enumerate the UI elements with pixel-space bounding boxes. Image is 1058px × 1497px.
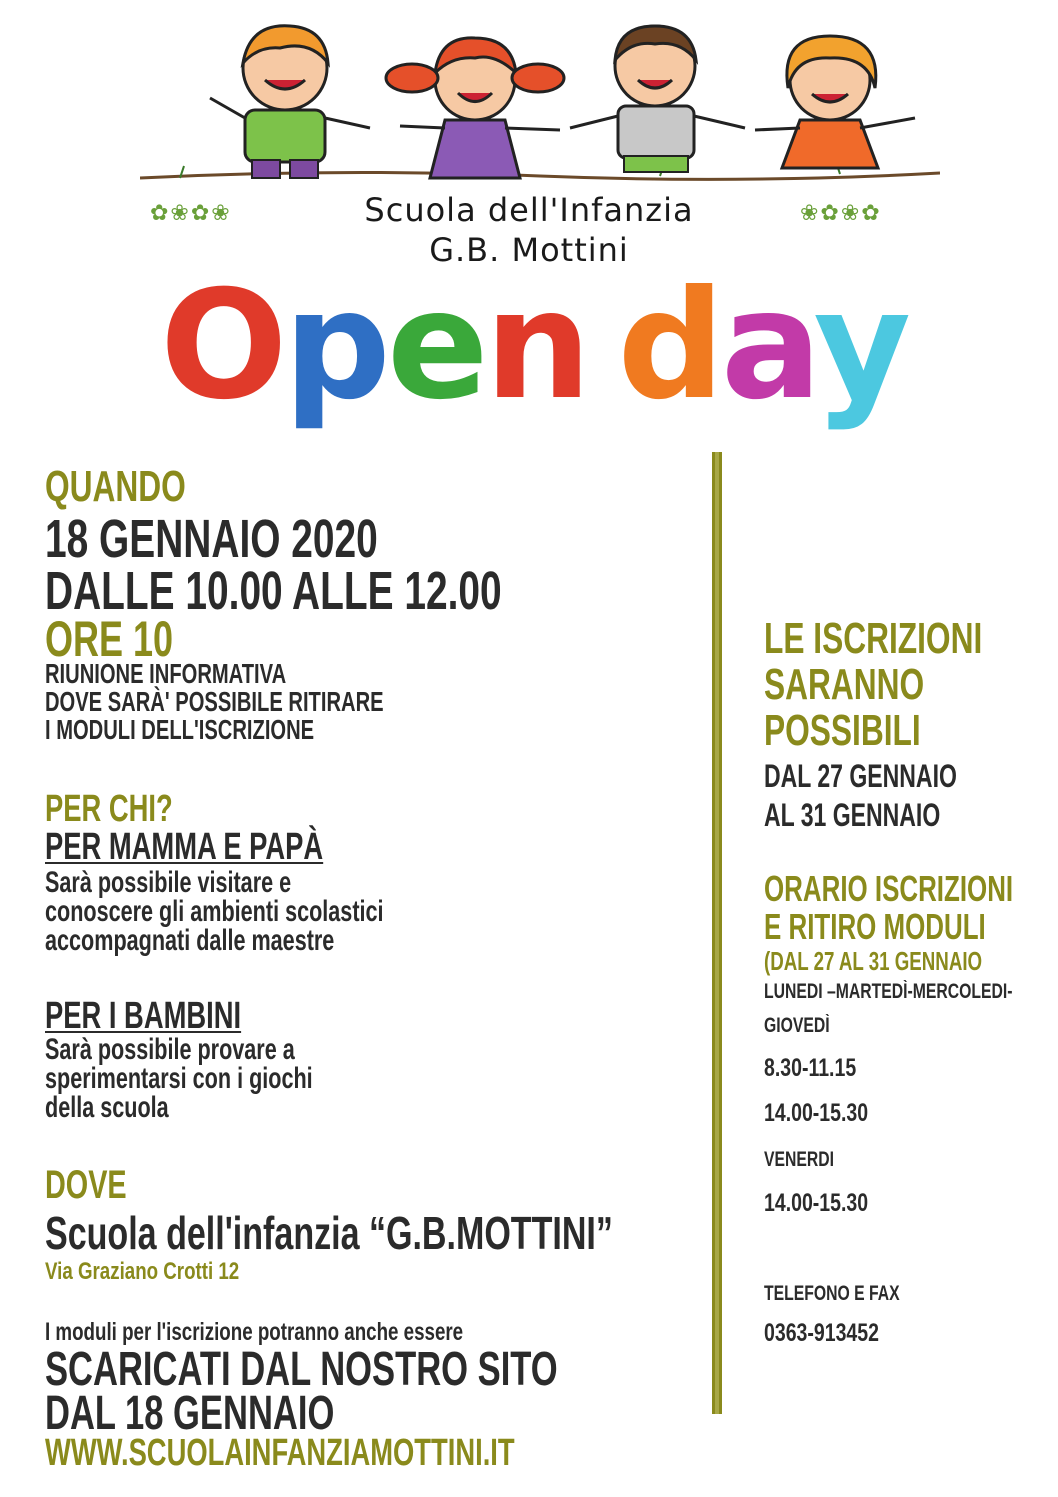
school-name: [0, 190, 1058, 270]
phone-label: TELEFONO E FAX: [764, 1282, 900, 1305]
children-heading: PER I BAMBINI: [45, 995, 242, 1037]
event-time-range: DALLE 10.00 ALLE 12.00: [45, 561, 502, 621]
enrollment-heading: [764, 616, 982, 754]
enrollment-heading-line-1: LE ISCRIZIONI: [764, 614, 983, 663]
parents-heading: PER MAMMA E PAPÀ: [45, 826, 324, 868]
meeting-line-2: DOVE SARÀ' POSSIBILE RITIRARE: [45, 686, 384, 717]
parents-line-3: accompagnati dalle maestre: [45, 924, 335, 957]
parents-line-1: Sarà possibile visitare e: [45, 866, 292, 899]
where-label: DOVE: [45, 1163, 127, 1207]
kid-boy-green: [210, 26, 370, 178]
hours-heading: [764, 870, 1013, 946]
column-divider: [712, 452, 722, 1414]
hours-heading-line-1: ORARIO ISCRIZIONI: [764, 868, 1014, 909]
when-label: QUANDO: [45, 462, 186, 511]
children-line-3: della scuola: [45, 1091, 169, 1124]
days-line-1: LUNEDI –MARTEDÌ-MERCOLEDI-: [764, 980, 1013, 1003]
hours-range: (DAL 27 AL 31 GENNAIO: [764, 946, 983, 976]
hours-heading-line-2: E RITIRO MODULI: [764, 906, 986, 947]
event-date: 18 GENNAIO 2020: [45, 509, 378, 569]
children-illustration: [140, 18, 940, 218]
enrollment-to: AL 31 GENNAIO: [764, 797, 941, 833]
ore-label: ORE 10: [45, 611, 174, 667]
children-line-1: Sarà possibile provare a: [45, 1033, 295, 1066]
kid-girl-orange: [755, 36, 915, 168]
enrollment-heading-line-3: POSSIBILI: [764, 706, 921, 755]
open-day-logo: [160, 262, 920, 437]
meeting-info: [45, 660, 384, 744]
kid-girl-purple: [386, 38, 564, 178]
flower-decoration-right: ❀✿❀✿: [800, 200, 882, 225]
download-intro: I moduli per l'iscrizione potranno anche essere: [45, 1318, 464, 1346]
download-line-1: SCARICATI DAL NOSTRO SITO: [45, 1343, 558, 1396]
parents-description: [45, 868, 384, 955]
school-name-line2: G.B. Mottini: [429, 231, 629, 269]
time-slot-1: 8.30-11.15: [764, 1054, 857, 1082]
school-name-line1: Scuola dell'Infanzia: [364, 191, 694, 229]
school-address: Via Graziano Crotti 12: [45, 1258, 240, 1285]
parents-line-2: conoscere gli ambienti scolastici: [45, 895, 384, 928]
enrollment-heading-line-2: SARANNO: [764, 660, 925, 709]
children-description: [45, 1035, 313, 1122]
enrollment-from: DAL 27 GENNAIO: [764, 758, 957, 794]
download-line-2: DAL 18 GENNAIO: [45, 1387, 335, 1440]
meeting-line-1: RIUNIONE INFORMATIVA: [45, 658, 287, 689]
kid-boy-grey: [570, 26, 745, 172]
school-full-name: Scuola dell'infanzia “G.B.MOTTINI”: [45, 1207, 613, 1259]
for-who-label: PER CHI?: [45, 788, 173, 830]
children-line-2: sperimentarsi con i giochi: [45, 1062, 313, 1095]
flower-decoration-left: ✿❀✿❀: [150, 200, 232, 225]
svg-text:Openday: Open day: [160, 262, 908, 433]
time-slot-2: 14.00-15.30: [764, 1099, 869, 1127]
friday-label: VENERDI: [764, 1148, 835, 1171]
days-line-2: GIOVEDÌ: [764, 1014, 830, 1037]
website-link[interactable]: WWW.SCUOLAINFANZIAMOTTINI.IT: [45, 1432, 515, 1474]
phone-number[interactable]: 0363-913452: [764, 1319, 879, 1347]
friday-slot: 14.00-15.30: [764, 1189, 869, 1217]
meeting-line-3: I MODULI DELL'ISCRIZIONE: [45, 714, 315, 745]
